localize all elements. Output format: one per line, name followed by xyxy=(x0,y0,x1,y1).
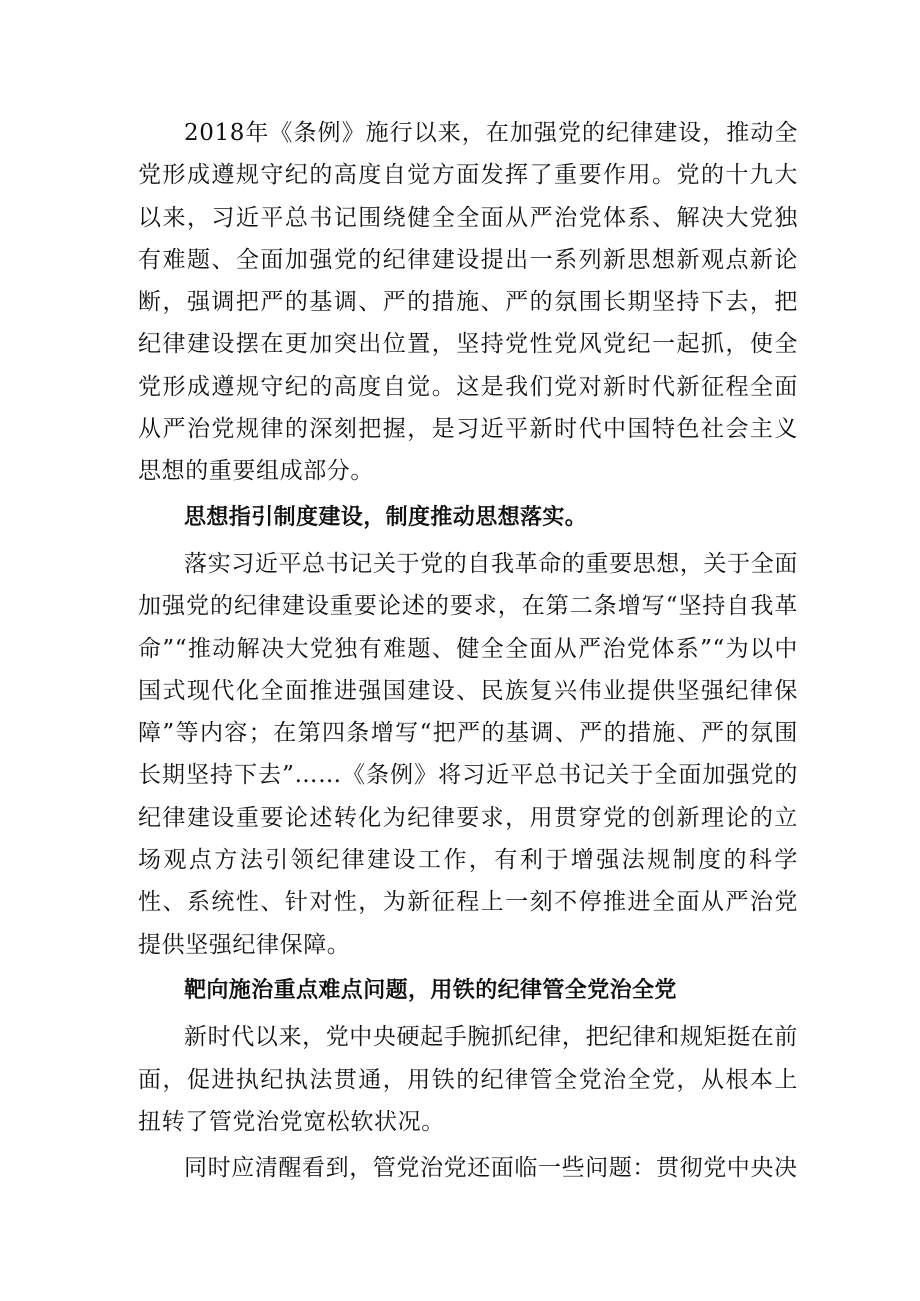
section-heading: 思想指引制度建设，制度推动思想落实。 xyxy=(184,504,588,530)
document-body xyxy=(138,112,798,1189)
paragraph: 2018年《条例》施行以来，在加强党的纪律建设，推动全党形成遵规守纪的高度自觉方面发挥了重要作用。党的十九大以来，习近平总书记围绕健全全面从严治党体系、解决大党独有难题、全面加强党的纪律建设提出一系列新思想新观点新论断，强调把严的基调、严的措施、严的氛围长期坚持下去，把纪律建设摆在更加突出位置，坚持党性党风党纪一起抓，使全党形成遵规守纪的高度自觉。这是我们党对新时代新征程全面从严治党规律的深刻把握，是习近平新时代中国特色社会主义思想的重要组成部分。 xyxy=(138,120,798,485)
paragraph: 落实习近平总书记关于党的自我革命的重要思想，关于全面加强党的纪律建设重要论述的要求，在第二条增写“坚持自我革命”“推动解决大党独有难题、健全全面从严治党体系”“为以中国式现代化全面推进强国建设、民族复兴伟业提供坚强纪律保障”等内容；在第四条增写“把严的基调、严的措施、严的氛围长期坚持下去”……《条例》将习近平总书记关于全面加强党的纪律建设重要论述转化为纪律要求，用贯穿党的创新理论的立场观点方法引领纪律建设工作，有利于增强法规制度的科学性、系统性、针对性，为新征程上一刻不停推进全面从严治党提供坚强纪律保障。 xyxy=(138,550,798,958)
paragraph: 新时代以来，党中央硬起手腕抓纪律，把纪律和规矩挺在前面，促进执纪执法贯通，用铁的纪律管全党治全党，从根本上扭转了管党治党宽松软状况。 xyxy=(138,1024,798,1135)
section-heading: 靶向施治重点难点问题，用铁的纪律管全党治全党 xyxy=(184,977,677,1003)
paragraph: 同时应清醒看到，管党治党还面临一些问题：贯彻党中央决 xyxy=(184,1155,798,1182)
